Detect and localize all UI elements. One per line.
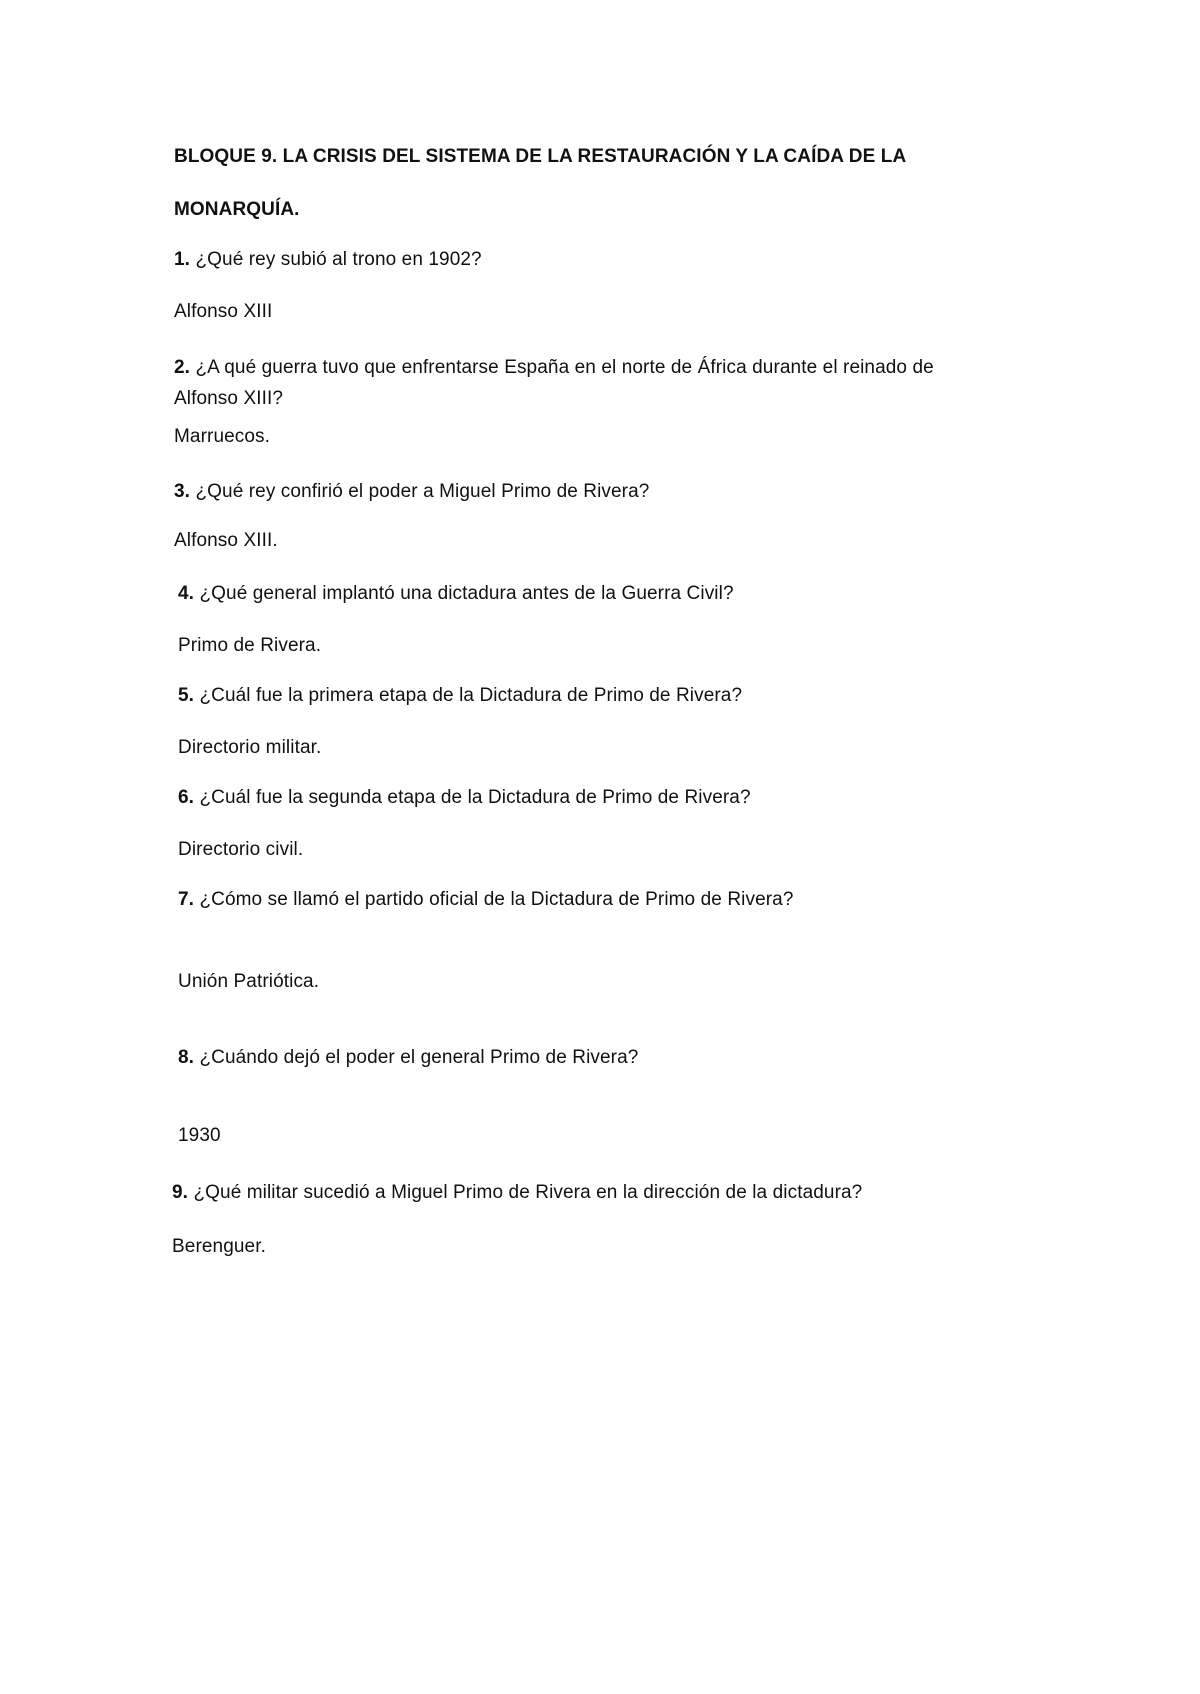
question-8	[178, 1046, 638, 1070]
question-number: 6.	[178, 787, 195, 808]
answer-3: Alfonso XIII.	[174, 530, 278, 551]
question-5	[178, 684, 742, 708]
answer-5: Directorio militar.	[178, 737, 322, 758]
question-2-continuation: Alfonso XIII?	[174, 388, 284, 409]
question-number: 4.	[178, 583, 195, 604]
answer-2: Marruecos.	[174, 426, 271, 447]
question-number: 5.	[178, 685, 195, 706]
question-6	[178, 786, 751, 810]
question-7	[178, 888, 794, 912]
answer-7: Unión Patriótica.	[178, 971, 320, 992]
question-number: 3.	[174, 481, 191, 502]
question-number: 1.	[174, 249, 191, 270]
question-text: ¿Cuál fue la segunda etapa de la Dictadura de Primo de Rivera?	[199, 787, 751, 808]
answer-9: Berenguer.	[172, 1236, 266, 1257]
answer-1: Alfonso XIII	[174, 301, 273, 322]
question-text: ¿Qué rey subió al trono en 1902?	[195, 249, 482, 270]
question-number: 9.	[172, 1182, 189, 1203]
question-number: 2.	[174, 357, 191, 378]
question-number: 7.	[178, 889, 195, 910]
question-text: ¿Cuál fue la primera etapa de la Dictadura de Primo de Rivera?	[199, 685, 743, 706]
answer-8: 1930	[178, 1125, 221, 1146]
question-text: ¿Qué general implantó una dictadura antes de la Guerra Civil?	[199, 583, 734, 604]
question-2	[174, 356, 934, 380]
question-9	[172, 1181, 862, 1205]
question-4	[178, 582, 734, 606]
answer-4: Primo de Rivera.	[178, 635, 322, 656]
title-line-1: BLOQUE 9. LA CRISIS DEL SISTEMA DE LA RESTAURACIÓN Y LA CAÍDA DE LA	[174, 146, 907, 167]
question-text: ¿Cómo se llamó el partido oficial de la Dictadura de Primo de Rivera?	[199, 889, 794, 910]
question-text: ¿Cuándo dejó el poder el general Primo de Rivera?	[199, 1047, 639, 1068]
question-number: 8.	[178, 1047, 195, 1068]
question-1	[174, 248, 482, 272]
question-text: ¿A qué guerra tuvo que enfrentarse España en el norte de África durante el reinado de	[195, 357, 934, 378]
answer-6: Directorio civil.	[178, 839, 304, 860]
title-line-2: MONARQUÍA.	[174, 199, 300, 220]
question-text: ¿Qué militar sucedió a Miguel Primo de Rivera en la dirección de la dictadura?	[193, 1182, 863, 1203]
question-text: ¿Qué rey confirió el poder a Miguel Primo de Rivera?	[195, 481, 650, 502]
question-3	[174, 480, 649, 504]
